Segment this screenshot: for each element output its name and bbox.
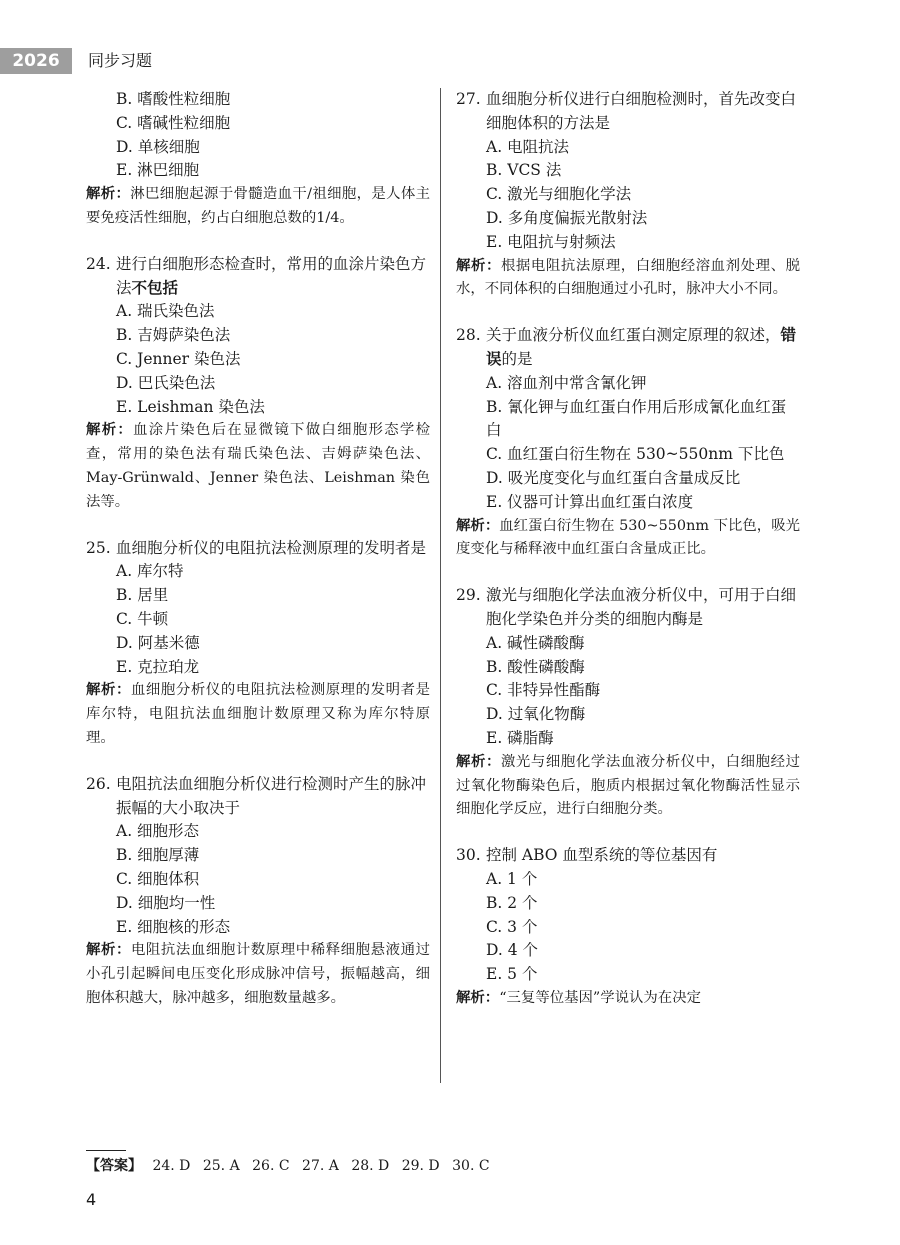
left-column <box>86 88 430 1011</box>
question-stem: 进行白细胞形态检查时，常用的血涂片染色方法不包括 <box>116 254 427 297</box>
stem-emphasis: 不包括 <box>131 278 179 297</box>
analysis-text: 根据电阻抗法原理，白细胞经溶血剂处理、脱水，不同体积的白细胞通过小孔时，脉冲大小不同。 <box>456 257 800 298</box>
question-stem: 关于血液分析仪血红蛋白测定原理的叙述，错误的是 <box>486 326 797 368</box>
option: A. 库尔特 <box>116 562 184 581</box>
analysis-text: 血涂片染色后在显微镜下做白细胞形态学检查，常用的染色法有瑞氏染色法、吉姆萨染色法、May-Grünwald、Jenner 染色法、Leishman 染色法等。 <box>86 422 430 510</box>
analysis <box>456 987 800 1011</box>
question-stem: 电阻抗法血细胞分析仪进行检测时产生的脉冲振幅的大小取决于 <box>116 774 427 817</box>
analysis-text: 淋巴细胞起源于骨髓造血干/祖细胞，是人体主要免疫活性细胞，约占白细胞总数的1/4。 <box>86 186 430 226</box>
option: E. 克拉珀龙 <box>116 657 200 676</box>
option: A. 碱性磷酸酶 <box>486 633 585 652</box>
analysis-label: 解析： <box>86 422 134 439</box>
option: D. 过氧化物酶 <box>486 705 586 724</box>
analysis-label: 解析： <box>86 186 131 203</box>
answer-label: 【答案】 <box>86 1158 142 1174</box>
option: A. 溶血剂中常含氰化钾 <box>486 373 647 392</box>
right-column <box>456 88 800 1011</box>
question-stem: 血细胞分析仪进行白细胞检测时，首先改变白细胞体积的方法是 <box>486 90 797 132</box>
page-header <box>0 48 900 74</box>
option: B. 居里 <box>116 586 169 605</box>
analysis-label: 解析： <box>456 517 500 534</box>
option: D. 细胞均一性 <box>116 893 216 912</box>
question-number: 25. <box>86 538 111 557</box>
option: D. 4 个 <box>486 941 539 960</box>
option: C. 血红蛋白衍生物在 530~550nm 下比色 <box>486 445 785 464</box>
question-number: 27. <box>456 90 481 108</box>
analysis-label: 解析： <box>456 753 501 770</box>
option: E. 电阻抗与射频法 <box>486 232 616 251</box>
analysis-label: 解析： <box>456 257 501 274</box>
option: E. 5 个 <box>486 965 538 984</box>
analysis <box>86 419 430 514</box>
question-number: 24. <box>86 254 111 273</box>
option: D. 巴氏染色法 <box>116 373 216 392</box>
stem-emphasis: 错误 <box>486 326 797 368</box>
question-stem: 激光与细胞化学法血液分析仪中，可用于白细胞化学染色并分类的细胞内酶是 <box>486 586 797 628</box>
question-27 <box>456 88 800 136</box>
option: C. Jenner 染色法 <box>116 349 241 368</box>
option: B. 嗜酸性粒细胞 <box>116 90 231 108</box>
question-28 <box>456 324 800 372</box>
option: B. 吉姆萨染色法 <box>116 326 231 345</box>
option: A. 瑞氏染色法 <box>116 302 215 321</box>
analysis <box>86 183 430 231</box>
option: B. VCS 法 <box>486 161 562 180</box>
analysis-label: 解析： <box>86 942 131 959</box>
question-29 <box>456 584 800 632</box>
page-number: 4 <box>86 1190 97 1209</box>
answer-item: 28. D <box>351 1158 390 1174</box>
question-number: 30. <box>456 846 481 865</box>
option: E. 仪器可计算出血红蛋白浓度 <box>486 492 694 511</box>
analysis-text: 血细胞分析仪的电阻抗法检测原理的发明者是库尔特，电阻抗法血细胞计数原理又称为库尔特原理。 <box>86 682 430 746</box>
header-title: 同步习题 <box>88 51 153 70</box>
option: D. 单核细胞 <box>116 137 200 156</box>
column-divider <box>440 88 441 1083</box>
analysis-label: 解析： <box>86 682 131 699</box>
option: D. 阿基米德 <box>116 633 200 652</box>
analysis-label: 解析： <box>456 989 500 1006</box>
question-25 <box>86 537 430 561</box>
question-number: 28. <box>456 326 481 345</box>
question-26 <box>86 773 430 821</box>
answer-item: 25. A <box>202 1158 240 1174</box>
option: C. 激光与细胞化学法 <box>486 185 632 204</box>
option: C. 嗜碱性粒细胞 <box>116 113 231 132</box>
option: E. 磷脂酶 <box>486 728 554 747</box>
analysis <box>86 679 430 750</box>
question-number: 29. <box>456 586 481 605</box>
answer-item: 24. D <box>152 1158 191 1174</box>
analysis-text: “三复等位基因”学说认为在决定 <box>499 989 701 1006</box>
answer-item: 30. C <box>452 1158 490 1174</box>
option: C. 非特异性酯酶 <box>486 681 601 700</box>
option: B. 氰化钾与血红蛋白作用后形成氰化血红蛋白 <box>486 397 787 440</box>
option: E. 淋巴细胞 <box>116 161 200 180</box>
option: C. 3 个 <box>486 917 538 936</box>
option: A. 电阻抗法 <box>486 137 570 156</box>
option: D. 吸光度变化与血红蛋白含量成反比 <box>486 468 741 487</box>
answer-rule <box>86 1150 126 1151</box>
option: C. 牛顿 <box>116 609 169 628</box>
analysis-text: 激光与细胞化学法血液分析仪中，白细胞经过过氧化物酶染色后，胞质内根据过氧化物酶活性显示细胞化学反应，进行白细胞分类。 <box>456 753 800 818</box>
option: B. 酸性磷酸酶 <box>486 657 585 676</box>
option: C. 细胞体积 <box>116 869 200 888</box>
analysis <box>456 255 800 303</box>
analysis-text: 血红蛋白衍生物在 530~550nm 下比色，吸光度变化与稀释液中血红蛋白含量成正比。 <box>456 517 800 558</box>
option: A. 细胞形态 <box>116 822 200 841</box>
year-badge: 2026 <box>0 48 72 74</box>
option: E. 细胞核的形态 <box>116 917 231 936</box>
answer-item: 27. A <box>302 1158 339 1174</box>
question-24 <box>86 253 430 301</box>
option: E. Leishman 染色法 <box>116 397 265 416</box>
answer-item: 26. C <box>252 1158 290 1174</box>
analysis-text: 电阻抗法血细胞计数原理中稀释细胞悬液通过小孔引起瞬间电压变化形成脉冲信号，振幅越高，细胞体积越大，脉冲越多，细胞数量越多。 <box>86 942 430 1006</box>
answer-key <box>86 1156 498 1176</box>
answer-item: 29. D <box>401 1158 440 1174</box>
analysis <box>456 515 800 563</box>
analysis <box>456 751 800 822</box>
analysis <box>86 939 430 1010</box>
question-30 <box>456 844 800 868</box>
question-stem: 控制 ABO 血型系统的等位基因有 <box>486 846 718 865</box>
option: B. 细胞厚薄 <box>116 846 200 865</box>
option: A. 1 个 <box>486 869 538 888</box>
option: D. 多角度偏振光散射法 <box>486 208 648 227</box>
question-number: 26. <box>86 774 111 793</box>
option: B. 2 个 <box>486 893 538 912</box>
question-stem: 血细胞分析仪的电阻抗法检测原理的发明者是 <box>116 538 427 557</box>
